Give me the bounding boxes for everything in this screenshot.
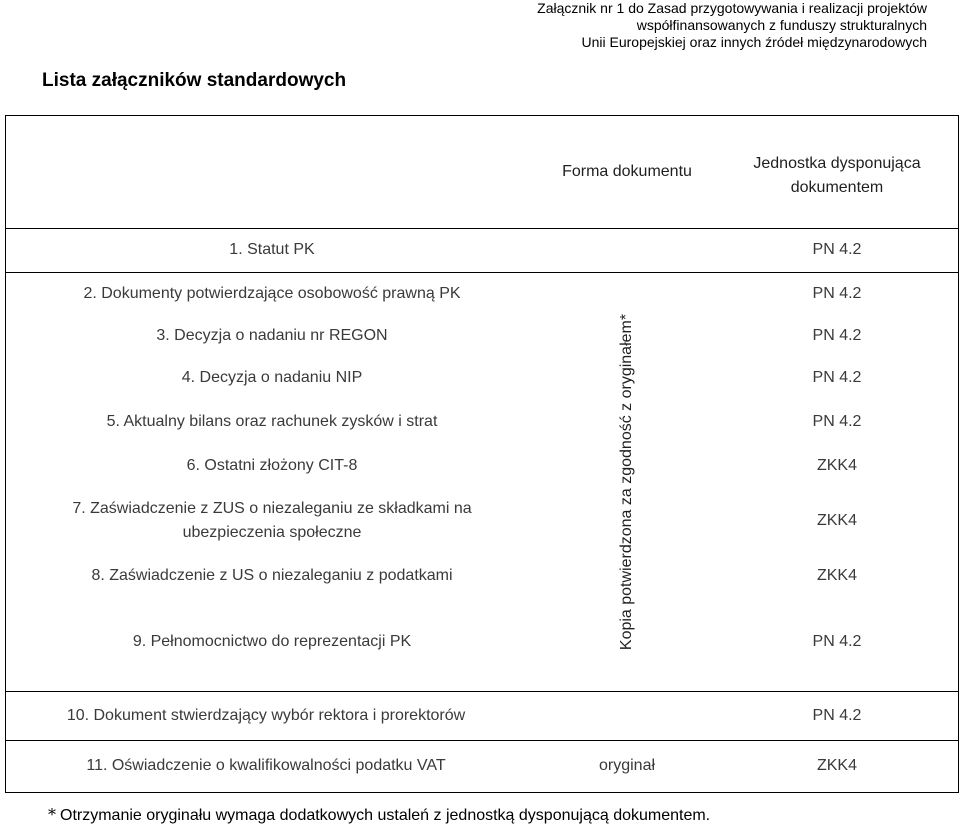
table-row-unit: PN 4.2 — [812, 327, 862, 344]
annex-header-line-3: Unii Europejskiej oraz innych źródeł międzynarodowych — [581, 34, 927, 50]
form-copy-label: Kopia potwierdzona za zgodność z oryginałem* — [618, 313, 636, 651]
table-row-unit: ZKK4 — [816, 457, 857, 474]
table-row-unit: PN 4.2 — [812, 285, 862, 302]
footnote-text: Otrzymanie oryginału wymaga dodatkowych ustaleń z jednostką dysponującą dokumentem. — [60, 807, 711, 824]
table-row-item: 6. Ostatni złożony CIT-8 — [186, 457, 358, 474]
attachments-table — [5, 115, 959, 793]
table-row-item: 10. Dokument stwierdzający wybór rektora i prorektorów — [66, 706, 466, 724]
table-row-item: 1. Statut PK — [229, 241, 315, 258]
annex-header-note — [467, 0, 927, 51]
annex-header-line-1: Załącznik nr 1 do Zasad przygotowywania i realizacji projektów — [537, 0, 927, 16]
footnote — [48, 804, 710, 827]
header-unit-line-1: Jednostka dysponująca — [753, 155, 921, 172]
table-row-form: oryginał — [598, 757, 656, 774]
table-row-item: 9. Pełnomocnictwo do reprezentacji PK — [132, 633, 412, 650]
table-row-item: 11. Oświadczenie o kwalifikowalności podatku VAT — [86, 757, 446, 774]
table-row-item-line-2: ubezpieczenia społeczne — [182, 524, 362, 541]
header-unit-line-2: dokumentem — [790, 179, 884, 196]
footnote-star: * — [48, 805, 56, 824]
annex-header-line-2: współfinansowanych z funduszy strukturalnych — [636, 17, 927, 33]
table-row-unit: PN 4.2 — [812, 413, 862, 430]
table-row-unit: PN 4.2 — [812, 633, 862, 650]
table-row-item-line-1: 7. Zaświadczenie z ZUS o niezaleganiu ze składkami na — [72, 500, 472, 517]
page-title: Lista załączników standardowych — [42, 70, 347, 91]
table-row-item: 3. Decyzja o nadaniu nr REGON — [156, 327, 388, 344]
table-row-unit: ZKK4 — [816, 512, 857, 529]
table-row-item: 5. Aktualny bilans oraz rachunek zysków i strat — [106, 413, 438, 430]
header-form: Forma dokumentu — [562, 163, 692, 180]
table-row-item: 8. Zaświadczenie z US o niezaleganiu z podatkami — [91, 567, 453, 584]
header-unit — [716, 116, 958, 228]
table-row-unit: PN 4.2 — [812, 369, 862, 386]
table-row-unit: ZKK4 — [816, 567, 857, 584]
form-copy-cell — [538, 273, 716, 691]
table-row-unit: PN 4.2 — [812, 706, 862, 724]
table-row-item: 4. Decyzja o nadaniu NIP — [181, 369, 363, 386]
table-row-unit: PN 4.2 — [812, 241, 862, 258]
table-row-unit: ZKK4 — [816, 757, 857, 774]
table-row-item: 2. Dokumenty potwierdzające osobowość prawną PK — [83, 285, 461, 302]
table-row-item — [6, 490, 538, 552]
